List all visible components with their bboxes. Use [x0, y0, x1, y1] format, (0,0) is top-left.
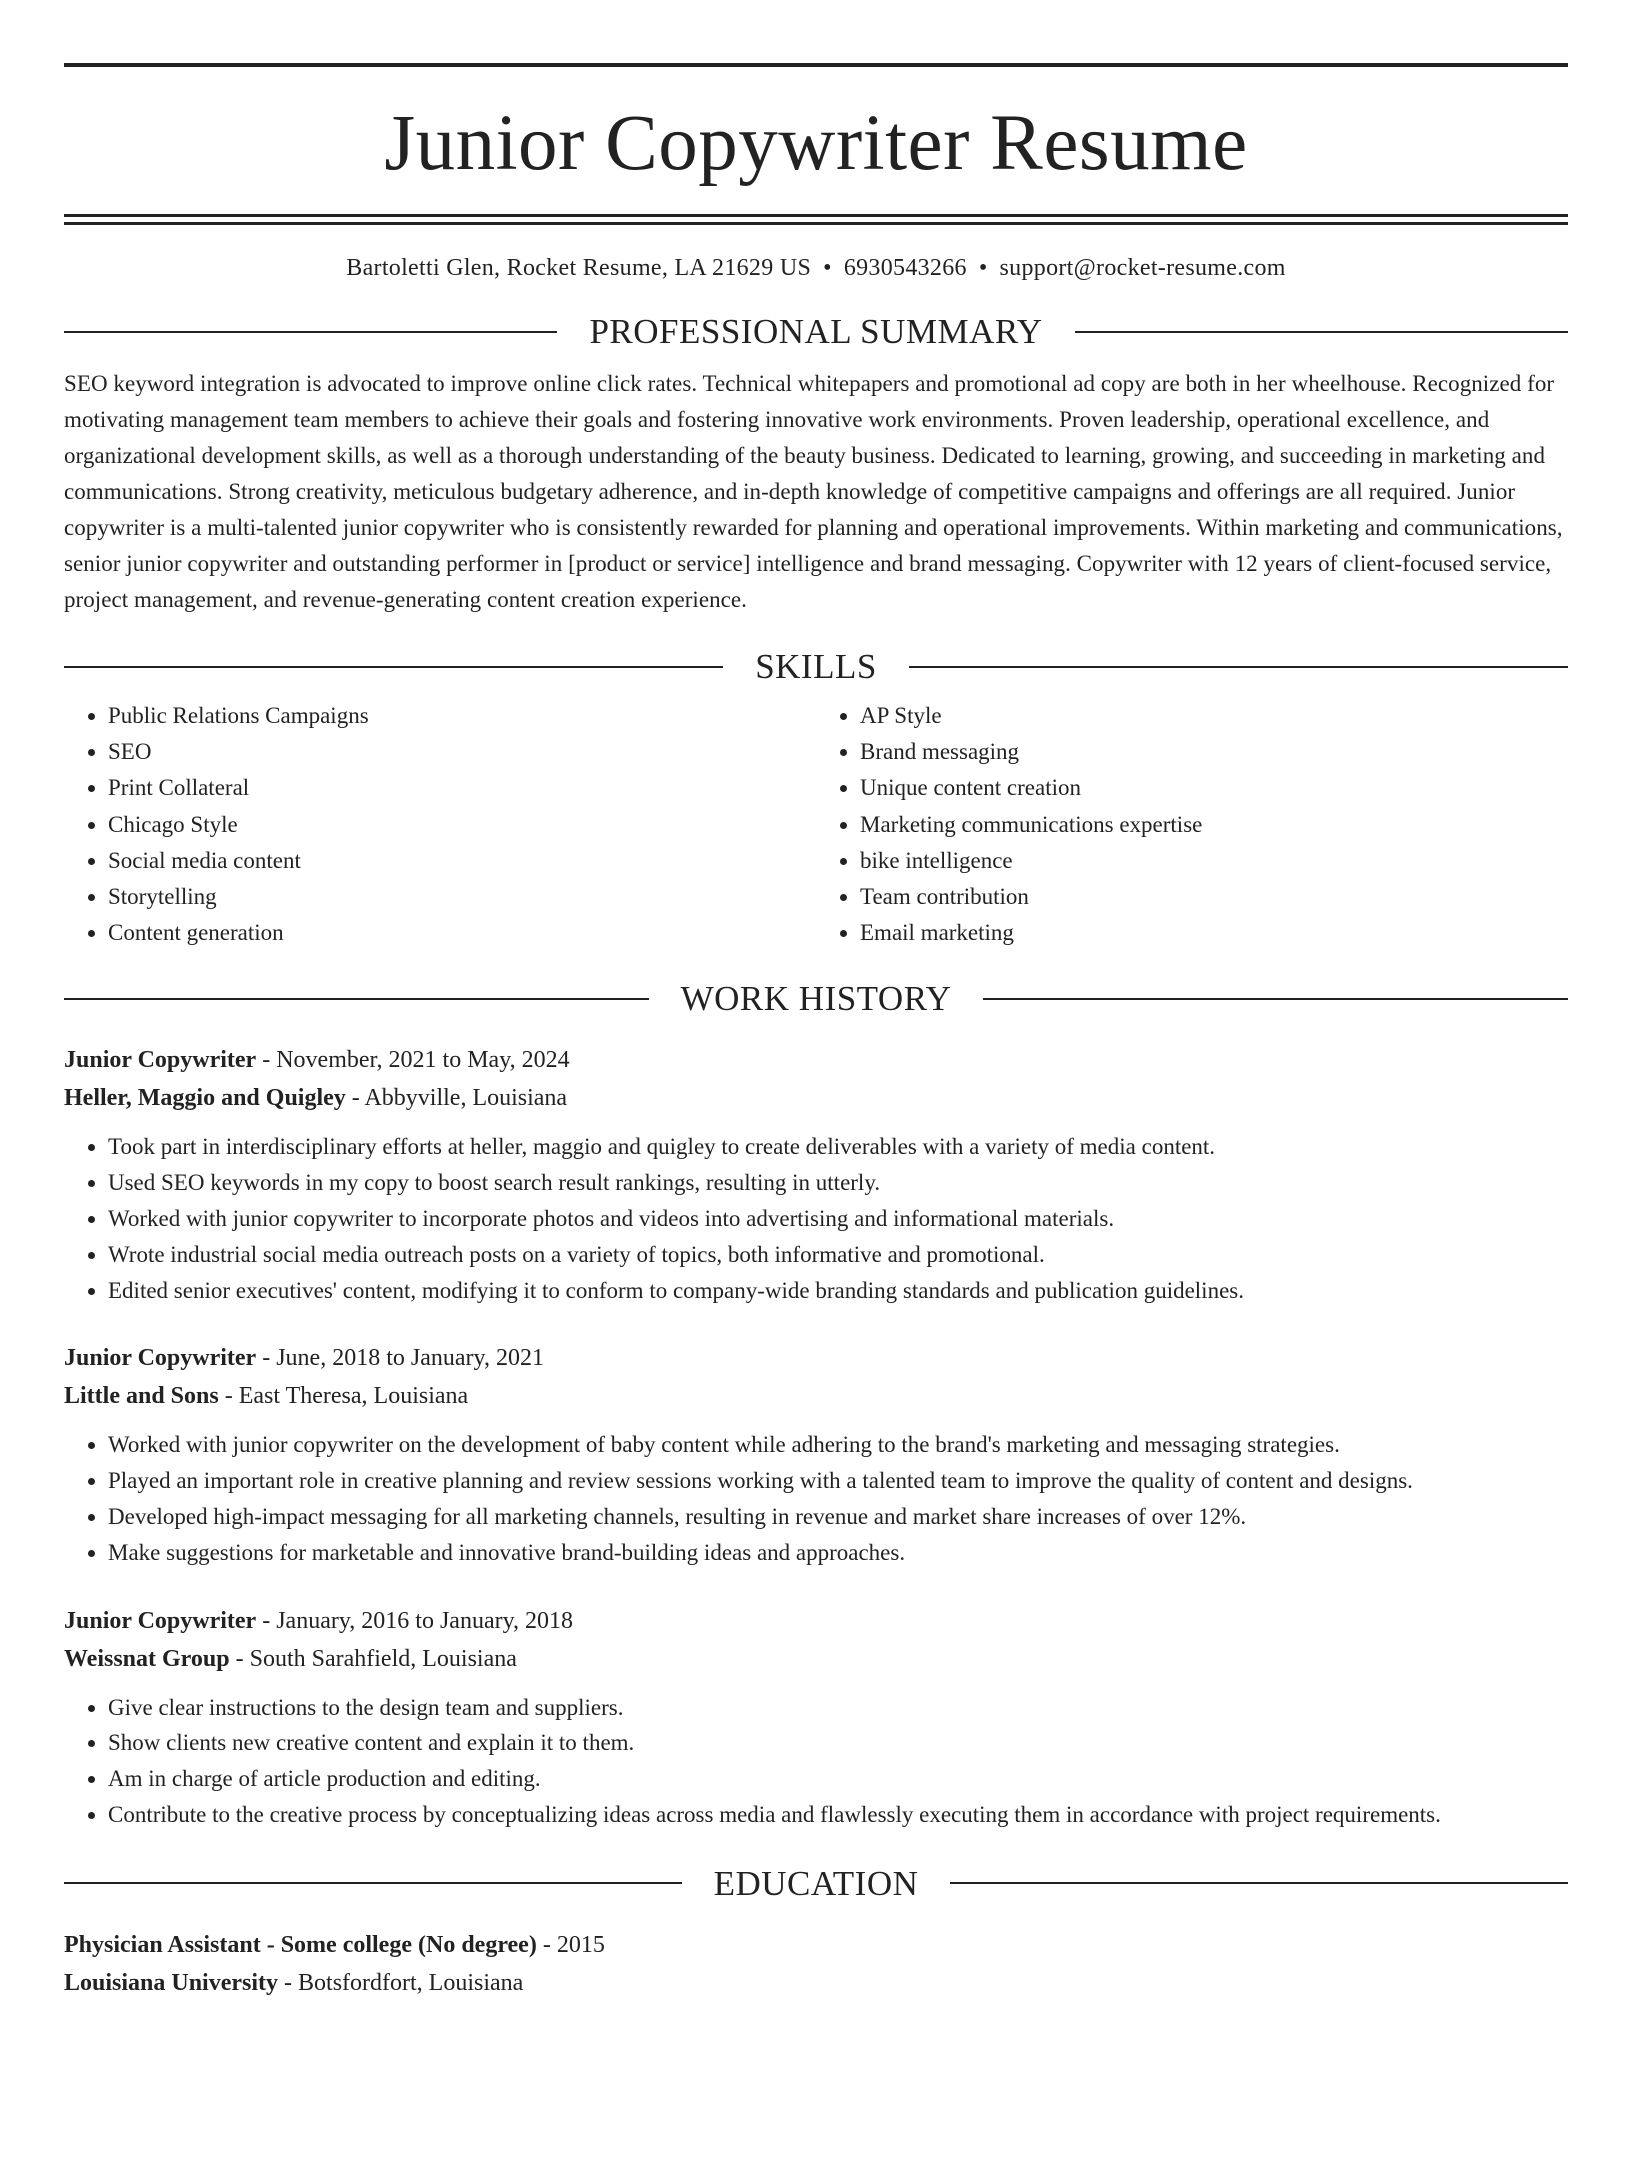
skill-item: • Brand messaging — [860, 734, 1568, 770]
job-bullet: • Took part in interdisciplinary efforts at heller, maggio and quigley to create deliverables with a variety of media content. — [108, 1129, 1568, 1165]
section-heading-education — [64, 1863, 1568, 1903]
heading-rule — [64, 666, 723, 668]
job-bullet: • Developed high-impact messaging for all marketing channels, resulting in revenue and market share increases of over 12%. — [108, 1499, 1568, 1535]
job-company-line — [64, 1377, 1568, 1415]
job-bullet: • Am in charge of article production and editing. — [108, 1761, 1568, 1797]
job-title: Junior Copywriter — [64, 1607, 257, 1634]
header-double-rule — [64, 214, 1568, 225]
skills-column-right — [816, 698, 1568, 951]
job-dates: - June, 2018 to January, 2021 — [256, 1345, 544, 1372]
job-bullet: • Worked with junior copywriter to incorporate photos and videos into advertising and informational materials. — [108, 1201, 1568, 1237]
job-bullets — [64, 1129, 1568, 1308]
skill-item: • Email marketing — [860, 915, 1568, 951]
job-location: - Abbyville, Louisiana — [345, 1085, 568, 1112]
section-heading-summary — [64, 314, 1568, 349]
education-degree: Physician Assistant - Some college (No degree) — [64, 1931, 537, 1958]
job-title: Junior Copywriter — [64, 1047, 257, 1074]
section-title: WORK HISTORY — [680, 979, 952, 1019]
contact-line — [64, 256, 1568, 280]
job-company-line — [64, 1079, 1568, 1117]
skill-item: • Storytelling — [108, 879, 816, 915]
job-dates: - November, 2021 to May, 2024 — [256, 1047, 570, 1074]
skill-item: • Marketing communications expertise — [860, 807, 1568, 843]
work-history — [64, 1041, 1568, 1832]
skill-item: • Social media content — [108, 843, 816, 879]
page-title: Junior Copywriter Resume — [384, 100, 1248, 187]
job-bullet: • Give clear instructions to the design team and suppliers. — [108, 1690, 1568, 1726]
job-company-line — [64, 1640, 1568, 1678]
skills-list — [64, 698, 1568, 951]
skill-item: • Print Collateral — [108, 770, 816, 806]
job-entry — [64, 1041, 1568, 1308]
summary-text: SEO keyword integration is advocated to improve online click rates. Technical whitepapers and promotional ad copy are both in her wheelhouse. Recognized for motivating management team members to achieve their goals and fostering innovative work environments. Proven leadership, operational excellence, and organizational development skills, as well as a thorough understanding of the beauty business. Dedicated to learning, growing, and succeeding in marketing and communications. Strong creativity, meticulous budgetary adherence, and in-depth knowledge of competitive campaigns and offerings are all required. Junior copywriter is a multi-talented junior copywriter who is consistently rewarded for planning and operational improvements. Within marketing and communications, senior junior copywriter and outstanding performer in [product or service] intelligence and brand messaging. Copywriter with 12 years of client-focused service, project management, and revenue-generating content creation experience. — [64, 371, 1563, 612]
skill-item: • bike intelligence — [860, 843, 1568, 879]
job-bullet: • Wrote industrial social media outreach posts on a variety of topics, both informative and promotional. — [108, 1237, 1568, 1273]
education-school-line — [64, 1964, 1568, 2002]
heading-rule — [64, 1882, 682, 1884]
contact-separator: • — [823, 255, 832, 281]
section-heading-skills — [64, 649, 1568, 684]
education-entry — [64, 1926, 1568, 2002]
job-bullet: • Worked with junior copywriter on the development of baby content while adhering to the brand's marketing and messaging strategies. — [108, 1427, 1568, 1463]
job-title-line — [64, 1041, 1568, 1079]
job-company: Weissnat Group — [64, 1645, 230, 1672]
job-entry — [64, 1339, 1568, 1570]
contact-separator: • — [978, 255, 988, 281]
contact-address: Bartoletti Glen, Rocket Resume, LA 21629 US — [346, 255, 812, 281]
heading-rule — [64, 331, 557, 333]
section-title: SKILLS — [755, 647, 877, 686]
section-heading-work — [64, 979, 1568, 1019]
job-bullet: • Played an important role in creative planning and review sessions working with a talented team to improve the quality of content and designs. — [108, 1463, 1568, 1499]
job-company: Heller, Maggio and Quigley — [64, 1085, 346, 1112]
skill-item: • Team contribution — [860, 879, 1568, 915]
skill-item: • Unique content creation — [860, 770, 1568, 806]
skill-item: • AP Style — [860, 698, 1568, 734]
job-bullets — [64, 1690, 1568, 1833]
section-title: EDUCATION — [713, 1863, 919, 1903]
skill-item: • SEO — [108, 734, 816, 770]
job-bullet: • Used SEO keywords in my copy to boost search result rankings, resulting in utterly. — [108, 1165, 1568, 1201]
job-title-line — [64, 1339, 1568, 1377]
heading-rule — [64, 998, 649, 1000]
job-title-line — [64, 1602, 1568, 1640]
job-bullet: • Show clients new creative content and explain it to them. — [108, 1725, 1568, 1761]
heading-rule — [909, 666, 1568, 668]
heading-rule — [983, 998, 1568, 1000]
header-top-rule — [64, 63, 1568, 67]
job-location: - South Sarahfield, Louisiana — [229, 1645, 517, 1672]
job-dates: - January, 2016 to January, 2018 — [256, 1607, 574, 1634]
job-entry — [64, 1602, 1568, 1833]
job-location: - East Theresa, Louisiana — [218, 1383, 469, 1410]
job-bullet: • Edited senior executives' content, modifying it to conform to company-wide branding standards and publication guidelines. — [108, 1273, 1568, 1309]
job-bullet: • Make suggestions for marketable and innovative brand-building ideas and approaches. — [108, 1535, 1568, 1571]
heading-rule — [950, 1882, 1568, 1884]
section-title: PROFESSIONAL SUMMARY — [589, 312, 1043, 351]
skills-column-left — [64, 698, 816, 951]
skill-item: • Public Relations Campaigns — [108, 698, 816, 734]
job-bullet: • Contribute to the creative process by conceptualizing ideas across media and flawlessly executing them in accordance with project requirements. — [108, 1797, 1568, 1833]
job-company: Little and Sons — [64, 1383, 219, 1410]
resume-page — [0, 63, 1632, 2175]
education-school: Louisiana University — [64, 1969, 279, 1996]
skill-item: • Content generation — [108, 915, 816, 951]
job-title: Junior Copywriter — [64, 1345, 257, 1372]
education-location: - Botsfordfort, Louisiana — [278, 1969, 524, 1996]
education-year: - 2015 — [536, 1931, 605, 1958]
contact-email[interactable]: support@rocket-resume.com — [999, 255, 1286, 281]
heading-rule — [1075, 331, 1568, 333]
skill-item: • Chicago Style — [108, 807, 816, 843]
education-degree-line — [64, 1926, 1568, 1964]
job-bullets — [64, 1427, 1568, 1570]
contact-phone: 6930543266 — [843, 255, 967, 281]
